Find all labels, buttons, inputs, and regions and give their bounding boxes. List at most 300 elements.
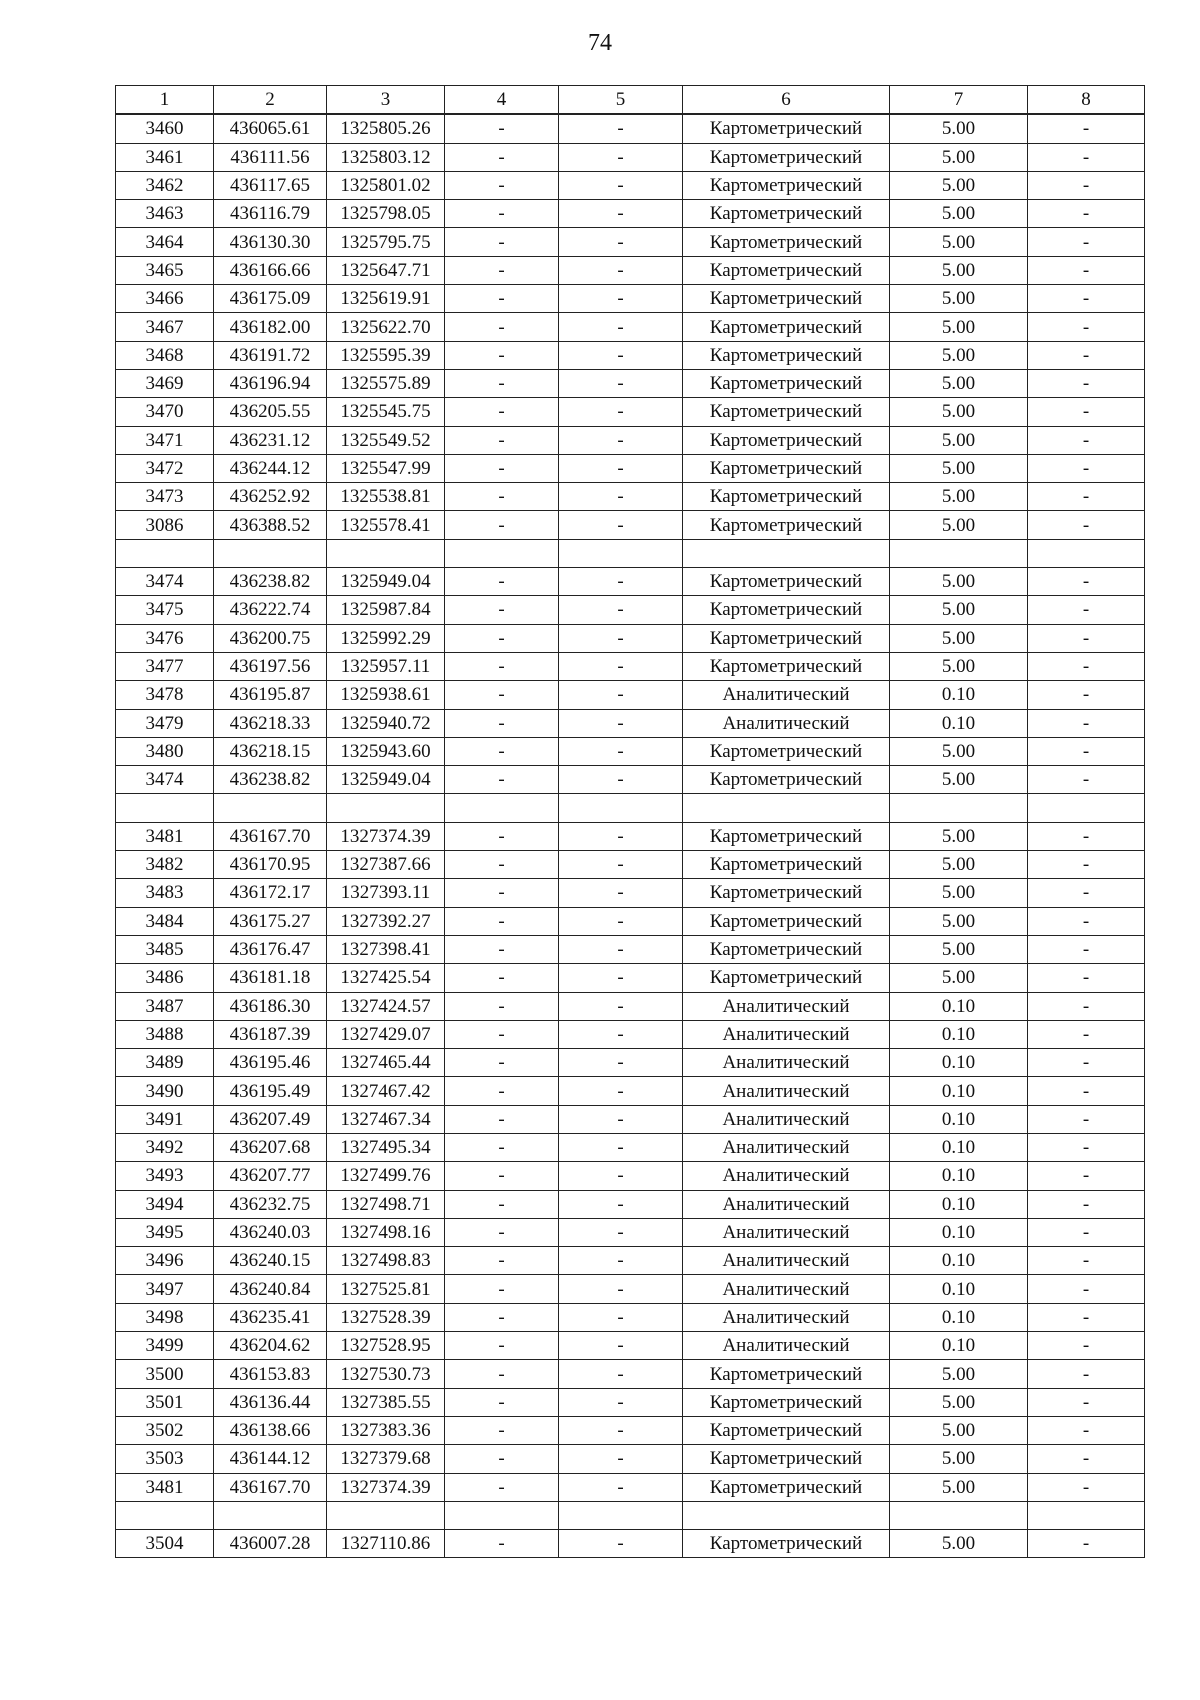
table-cell-col-5: - [559, 1360, 683, 1388]
table-cell-col-7 [890, 794, 1028, 822]
table-cell-col-6: Картометрический [683, 737, 890, 765]
table-cell-col-3: 1327499.76 [327, 1162, 445, 1190]
table-cell-col-4: - [445, 1077, 559, 1105]
table-cell-col-7: 5.00 [890, 568, 1028, 596]
table-cell-col-5: - [559, 426, 683, 454]
table-cell-col-5: - [559, 1020, 683, 1048]
table-row [116, 596, 1145, 624]
table-cell-col-8: - [1028, 1530, 1145, 1558]
table-cell-col-1: 3483 [116, 879, 214, 907]
table-cell-col-6: Картометрический [683, 228, 890, 256]
table-cell-col-3: 1327498.83 [327, 1247, 445, 1275]
table-row [116, 1530, 1145, 1558]
table-cell-col-2: 436195.46 [214, 1049, 327, 1077]
table-cell-col-3: 1325992.29 [327, 624, 445, 652]
table-cell-col-2: 436388.52 [214, 511, 327, 539]
table-cell-col-2: 436175.27 [214, 907, 327, 935]
table-row [116, 398, 1145, 426]
table-cell-col-8: - [1028, 1077, 1145, 1105]
table-cell-col-1: 3480 [116, 737, 214, 765]
table-cell-col-7: 5.00 [890, 398, 1028, 426]
table-cell-col-5: - [559, 256, 683, 284]
table-cell-col-8: - [1028, 511, 1145, 539]
table-cell-col-1 [116, 794, 214, 822]
table-cell-col-4 [445, 539, 559, 567]
table-cell-col-2: 436144.12 [214, 1445, 327, 1473]
table-row [116, 256, 1145, 284]
table-cell-col-5: - [559, 907, 683, 935]
table-cell-col-3: 1327383.36 [327, 1416, 445, 1444]
table-cell-col-4: - [445, 907, 559, 935]
table-cell-col-1: 3489 [116, 1049, 214, 1077]
table-cell-col-2: 436130.30 [214, 228, 327, 256]
table-cell-col-2: 436182.00 [214, 313, 327, 341]
table-cell-col-8: - [1028, 1162, 1145, 1190]
table-cell-col-8: - [1028, 200, 1145, 228]
table-row [116, 879, 1145, 907]
table-cell-col-4: - [445, 1332, 559, 1360]
table-cell-col-8: - [1028, 851, 1145, 879]
table-cell-col-4: - [445, 1133, 559, 1161]
table-cell-col-2: 436170.95 [214, 851, 327, 879]
table-cell-col-7: 5.00 [890, 454, 1028, 482]
table-row [116, 709, 1145, 737]
table-cell-col-1: 3494 [116, 1190, 214, 1218]
table-header-row [116, 86, 1145, 115]
table-cell-col-5: - [559, 511, 683, 539]
table-cell-col-3: 1325805.26 [327, 114, 445, 143]
table-cell-col-8: - [1028, 624, 1145, 652]
table-cell-col-2: 436187.39 [214, 1020, 327, 1048]
table-cell-col-1: 3475 [116, 596, 214, 624]
table-cell-col-7: 5.00 [890, 313, 1028, 341]
table-cell-col-6: Картометрический [683, 568, 890, 596]
table-cell-col-7: 0.10 [890, 1105, 1028, 1133]
table-cell-col-2: 436207.68 [214, 1133, 327, 1161]
table-cell-col-2: 436116.79 [214, 200, 327, 228]
table-cell-col-1: 3471 [116, 426, 214, 454]
table-cell-col-8: - [1028, 313, 1145, 341]
table-cell-col-5: - [559, 171, 683, 199]
table-cell-col-2: 436207.49 [214, 1105, 327, 1133]
table-cell-col-3: 1325940.72 [327, 709, 445, 737]
table-cell-col-4: - [445, 256, 559, 284]
table-cell-col-5: - [559, 1530, 683, 1558]
table-cell-col-8: - [1028, 596, 1145, 624]
table-cell-col-7: 5.00 [890, 851, 1028, 879]
table-cell-col-4: - [445, 228, 559, 256]
table-cell-col-4: - [445, 624, 559, 652]
table-cell-col-6: Аналитический [683, 1218, 890, 1246]
table-cell-col-4: - [445, 851, 559, 879]
table-cell-col-3: 1325545.75 [327, 398, 445, 426]
table-cell-col-6: Картометрический [683, 171, 890, 199]
table-cell-col-2: 436240.15 [214, 1247, 327, 1275]
table-cell-col-3: 1327425.54 [327, 964, 445, 992]
table-row [116, 511, 1145, 539]
table-cell-col-5: - [559, 1049, 683, 1077]
table-cell-col-3: 1327429.07 [327, 1020, 445, 1048]
table-cell-col-7: 5.00 [890, 935, 1028, 963]
table-cell-col-4: - [445, 1360, 559, 1388]
table-cell-col-3: 1327387.66 [327, 851, 445, 879]
table-row [116, 1247, 1145, 1275]
table-cell-col-5: - [559, 1247, 683, 1275]
table-cell-col-7: 5.00 [890, 341, 1028, 369]
table-cell-col-2: 436111.56 [214, 143, 327, 171]
table-cell-col-5: - [559, 1416, 683, 1444]
table-cell-col-5: - [559, 964, 683, 992]
page-number: 74 [588, 30, 612, 56]
table-cell-col-2: 436186.30 [214, 992, 327, 1020]
table-cell-col-8: - [1028, 369, 1145, 397]
table-cell-col-7: 5.00 [890, 596, 1028, 624]
table-cell-col-2: 436207.77 [214, 1162, 327, 1190]
table-cell-col-2: 436136.44 [214, 1388, 327, 1416]
table-cell-col-2: 436235.41 [214, 1303, 327, 1331]
table-cell-col-4: - [445, 935, 559, 963]
table-cell-col-1: 3462 [116, 171, 214, 199]
table-cell-col-7: 0.10 [890, 709, 1028, 737]
table-cell-col-6: Аналитический [683, 1077, 890, 1105]
table-cell-col-5: - [559, 398, 683, 426]
table-cell-col-7: 0.10 [890, 1247, 1028, 1275]
table-cell-col-5: - [559, 483, 683, 511]
table-row [116, 681, 1145, 709]
table-cell-col-5: - [559, 681, 683, 709]
table-cell-col-6: Картометрический [683, 511, 890, 539]
column-header-8: 8 [1028, 86, 1145, 115]
table-cell-col-5: - [559, 851, 683, 879]
table-cell-col-4: - [445, 1049, 559, 1077]
table-cell-col-6: Картометрический [683, 1445, 890, 1473]
table-cell-col-7 [890, 539, 1028, 567]
table-cell-col-8: - [1028, 1360, 1145, 1388]
table-cell-col-6: Картометрический [683, 313, 890, 341]
table-row [116, 907, 1145, 935]
table-cell-col-2: 436218.15 [214, 737, 327, 765]
table-cell-col-5 [559, 539, 683, 567]
table-cell-col-1: 3468 [116, 341, 214, 369]
table-cell-col-3: 1327374.39 [327, 822, 445, 850]
table-cell-col-7: 5.00 [890, 1530, 1028, 1558]
table-cell-col-3: 1327374.39 [327, 1473, 445, 1501]
table-cell-col-4 [445, 1501, 559, 1529]
table-cell-col-7: 0.10 [890, 1049, 1028, 1077]
table-cell-col-4: - [445, 171, 559, 199]
table-cell-col-8: - [1028, 143, 1145, 171]
table-cell-col-1: 3487 [116, 992, 214, 1020]
table-cell-col-5: - [559, 1162, 683, 1190]
table-cell-col-5: - [559, 992, 683, 1020]
table-cell-col-8: - [1028, 879, 1145, 907]
table-cell-col-7: 0.10 [890, 1303, 1028, 1331]
table-cell-col-4: - [445, 1303, 559, 1331]
table-cell-col-3 [327, 1501, 445, 1529]
table-row [116, 171, 1145, 199]
table-cell-col-4: - [445, 341, 559, 369]
table-cell-col-6 [683, 794, 890, 822]
table-cell-col-1: 3465 [116, 256, 214, 284]
table-cell-col-8: - [1028, 992, 1145, 1020]
table-cell-col-7: 0.10 [890, 1162, 1028, 1190]
table-row [116, 652, 1145, 680]
table-cell-col-1: 3467 [116, 313, 214, 341]
table-cell-col-4: - [445, 1247, 559, 1275]
table-row [116, 285, 1145, 313]
table-row [116, 1388, 1145, 1416]
table-cell-col-4: - [445, 737, 559, 765]
table-cell-col-2: 436195.49 [214, 1077, 327, 1105]
table-separator-row [116, 794, 1145, 822]
table-cell-col-6: Аналитический [683, 1105, 890, 1133]
table-cell-col-3: 1327495.34 [327, 1133, 445, 1161]
table-cell-col-8: - [1028, 1303, 1145, 1331]
table-cell-col-8: - [1028, 1388, 1145, 1416]
table-cell-col-6: Аналитический [683, 1133, 890, 1161]
column-header-6: 6 [683, 86, 890, 115]
table-cell-col-8: - [1028, 1020, 1145, 1048]
table-cell-col-4: - [445, 1388, 559, 1416]
table-cell-col-8: - [1028, 737, 1145, 765]
table-cell-col-6: Аналитический [683, 1332, 890, 1360]
table-cell-col-6: Картометрический [683, 1388, 890, 1416]
table-cell-col-4: - [445, 992, 559, 1020]
table-cell-col-1: 3484 [116, 907, 214, 935]
table-cell-col-5 [559, 794, 683, 822]
table-cell-col-5: - [559, 1445, 683, 1473]
table-cell-col-8: - [1028, 426, 1145, 454]
table-cell-col-7: 5.00 [890, 766, 1028, 794]
table-cell-col-1: 3496 [116, 1247, 214, 1275]
table-cell-col-1: 3491 [116, 1105, 214, 1133]
table-cell-col-5: - [559, 369, 683, 397]
table-cell-col-4: - [445, 454, 559, 482]
table-cell-col-4: - [445, 1105, 559, 1133]
table-cell-col-7: 0.10 [890, 1332, 1028, 1360]
table-cell-col-1: 3504 [116, 1530, 214, 1558]
table-row [116, 1190, 1145, 1218]
table-row [116, 1049, 1145, 1077]
table-cell-col-4 [445, 794, 559, 822]
table-cell-col-6: Картометрический [683, 341, 890, 369]
table-cell-col-8: - [1028, 398, 1145, 426]
table-row [116, 851, 1145, 879]
table-row [116, 483, 1145, 511]
table-cell-col-4: - [445, 1020, 559, 1048]
table-cell-col-6: Картометрический [683, 1360, 890, 1388]
table-cell-col-1: 3488 [116, 1020, 214, 1048]
table-cell-col-3: 1325943.60 [327, 737, 445, 765]
table-row [116, 1473, 1145, 1501]
table-cell-col-2 [214, 794, 327, 822]
table-cell-col-1: 3473 [116, 483, 214, 511]
table-cell-col-3: 1327467.42 [327, 1077, 445, 1105]
table-cell-col-4: - [445, 964, 559, 992]
table-cell-col-7: 5.00 [890, 483, 1028, 511]
table-cell-col-4: - [445, 1190, 559, 1218]
table-cell-col-8: - [1028, 1133, 1145, 1161]
table-cell-col-3: 1325949.04 [327, 568, 445, 596]
table-cell-col-1: 3476 [116, 624, 214, 652]
table-cell-col-1: 3477 [116, 652, 214, 680]
table-cell-col-8: - [1028, 114, 1145, 143]
table-cell-col-4: - [445, 285, 559, 313]
table-cell-col-5: - [559, 1218, 683, 1246]
table-cell-col-7: 0.10 [890, 1133, 1028, 1161]
table-row [116, 964, 1145, 992]
table-cell-col-3: 1327528.95 [327, 1332, 445, 1360]
table-cell-col-3: 1325957.11 [327, 652, 445, 680]
table-cell-col-2: 436218.33 [214, 709, 327, 737]
table-cell-col-4: - [445, 369, 559, 397]
table-cell-col-2: 436117.65 [214, 171, 327, 199]
table-cell-col-1: 3495 [116, 1218, 214, 1246]
table-cell-col-1: 3497 [116, 1275, 214, 1303]
table-cell-col-3: 1327393.11 [327, 879, 445, 907]
table-separator-row [116, 1501, 1145, 1529]
table-cell-col-6: Картометрический [683, 1530, 890, 1558]
table-cell-col-3: 1327498.71 [327, 1190, 445, 1218]
table-cell-col-1: 3464 [116, 228, 214, 256]
table-cell-col-6: Картометрический [683, 935, 890, 963]
table-cell-col-8: - [1028, 1105, 1145, 1133]
table-cell-col-3: 1325622.70 [327, 313, 445, 341]
table-cell-col-2: 436191.72 [214, 341, 327, 369]
table-cell-col-6: Картометрический [683, 766, 890, 794]
table-cell-col-7: 5.00 [890, 822, 1028, 850]
table-cell-col-6: Картометрический [683, 652, 890, 680]
table-cell-col-3: 1327530.73 [327, 1360, 445, 1388]
table-cell-col-2: 436166.66 [214, 256, 327, 284]
table-row [116, 1105, 1145, 1133]
table-cell-col-8: - [1028, 1332, 1145, 1360]
table-cell-col-8: - [1028, 568, 1145, 596]
table-cell-col-2: 436222.74 [214, 596, 327, 624]
table-row [116, 143, 1145, 171]
table-cell-col-1: 3499 [116, 1332, 214, 1360]
table-cell-col-4: - [445, 426, 559, 454]
table-cell-col-7: 5.00 [890, 737, 1028, 765]
table-cell-col-5: - [559, 652, 683, 680]
table-cell-col-7: 5.00 [890, 907, 1028, 935]
table-cell-col-6: Картометрический [683, 114, 890, 143]
table-cell-col-1: 3469 [116, 369, 214, 397]
table-cell-col-6: Картометрический [683, 879, 890, 907]
table-cell-col-4: - [445, 114, 559, 143]
table-cell-col-7: 5.00 [890, 1360, 1028, 1388]
table-cell-col-1 [116, 539, 214, 567]
table-cell-col-8: - [1028, 935, 1145, 963]
table-cell-col-5: - [559, 285, 683, 313]
table-row [116, 1360, 1145, 1388]
table-cell-col-8: - [1028, 1218, 1145, 1246]
table-cell-col-3: 1325547.99 [327, 454, 445, 482]
table-cell-col-6: Картометрический [683, 398, 890, 426]
table-cell-col-5 [559, 1501, 683, 1529]
table-cell-col-1: 3479 [116, 709, 214, 737]
table-cell-col-6: Аналитический [683, 709, 890, 737]
table-cell-col-1: 3463 [116, 200, 214, 228]
column-header-4: 4 [445, 86, 559, 115]
table-cell-col-5: - [559, 143, 683, 171]
table-cell-col-8: - [1028, 964, 1145, 992]
table-cell-col-8: - [1028, 228, 1145, 256]
table-cell-col-4: - [445, 1473, 559, 1501]
table-cell-col-7: 5.00 [890, 1416, 1028, 1444]
table-cell-col-4: - [445, 200, 559, 228]
table-cell-col-3: 1325595.39 [327, 341, 445, 369]
table-cell-col-7: 0.10 [890, 992, 1028, 1020]
table-row [116, 454, 1145, 482]
column-header-1: 1 [116, 86, 214, 115]
table-cell-col-1: 3490 [116, 1077, 214, 1105]
column-header-3: 3 [327, 86, 445, 115]
table-cell-col-8: - [1028, 1049, 1145, 1077]
table-cell-col-4: - [445, 1218, 559, 1246]
table-cell-col-8: - [1028, 1416, 1145, 1444]
table-cell-col-3: 1325987.84 [327, 596, 445, 624]
table-cell-col-6: Картометрический [683, 1473, 890, 1501]
table-cell-col-5: - [559, 1077, 683, 1105]
table-row [116, 228, 1145, 256]
table-cell-col-1: 3503 [116, 1445, 214, 1473]
table-cell-col-5: - [559, 1473, 683, 1501]
table-cell-col-8: - [1028, 681, 1145, 709]
table-cell-col-6: Аналитический [683, 1049, 890, 1077]
table-cell-col-1: 3502 [116, 1416, 214, 1444]
table-cell-col-3: 1327525.81 [327, 1275, 445, 1303]
table-cell-col-1: 3474 [116, 568, 214, 596]
table-cell-col-7: 5.00 [890, 171, 1028, 199]
table-cell-col-5: - [559, 200, 683, 228]
table-cell-col-6: Картометрический [683, 1416, 890, 1444]
table-cell-col-8: - [1028, 1190, 1145, 1218]
table-cell-col-3: 1325795.75 [327, 228, 445, 256]
table-cell-col-5: - [559, 1190, 683, 1218]
table-cell-col-2: 436153.83 [214, 1360, 327, 1388]
coordinates-table [115, 85, 1145, 1558]
table-cell-col-5: - [559, 1133, 683, 1161]
table-cell-col-1: 3492 [116, 1133, 214, 1161]
table-cell-col-6: Аналитический [683, 1275, 890, 1303]
table-cell-col-2: 436175.09 [214, 285, 327, 313]
table-cell-col-6: Картометрический [683, 624, 890, 652]
table-cell-col-4: - [445, 709, 559, 737]
table-cell-col-7: 5.00 [890, 114, 1028, 143]
table-cell-col-7: 0.10 [890, 1218, 1028, 1246]
table-cell-col-1: 3460 [116, 114, 214, 143]
table-row [116, 1162, 1145, 1190]
table-cell-col-7: 5.00 [890, 1388, 1028, 1416]
table-cell-col-3: 1327498.16 [327, 1218, 445, 1246]
table-row [116, 200, 1145, 228]
table-cell-col-2: 436181.18 [214, 964, 327, 992]
table-cell-col-3: 1327398.41 [327, 935, 445, 963]
table-cell-col-2 [214, 1501, 327, 1529]
table-cell-col-7: 0.10 [890, 681, 1028, 709]
table-cell-col-7: 5.00 [890, 200, 1028, 228]
table-row [116, 369, 1145, 397]
table-row [116, 822, 1145, 850]
table-cell-col-2: 436238.82 [214, 568, 327, 596]
table-cell-col-3: 1325619.91 [327, 285, 445, 313]
table-cell-col-1: 3472 [116, 454, 214, 482]
table-cell-col-6: Картометрический [683, 596, 890, 624]
table-cell-col-1: 3482 [116, 851, 214, 879]
table-cell-col-7 [890, 1501, 1028, 1529]
table-cell-col-7: 5.00 [890, 426, 1028, 454]
